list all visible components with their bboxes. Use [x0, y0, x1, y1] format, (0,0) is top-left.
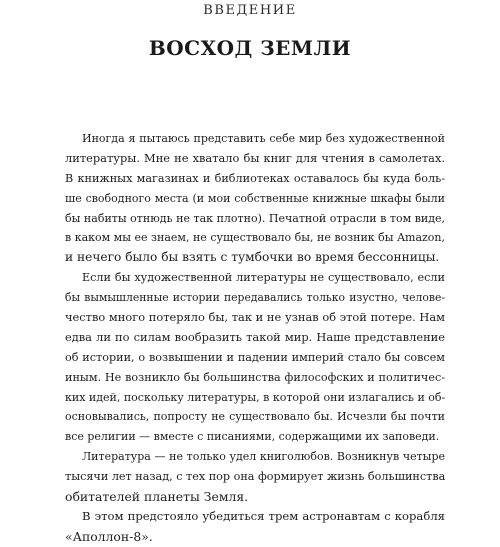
text-line: «Аполлон-8».	[65, 528, 153, 544]
text-line: и нечего было бы взять с тумбочки во время бессонницы.	[65, 250, 440, 265]
text-line: едва ли по силам вообразить такой мир. Наше представление	[65, 329, 445, 344]
text-line: Иногда я пытаюсь представить себе мир без художественной	[82, 132, 445, 145]
text-line: все религии — вместе с писаниями, содержащими их заповеди.	[65, 430, 440, 444]
text-line: литературы. Мне не хватало бы книг для чтения в самолетах.	[65, 150, 445, 165]
text-line: В этом предстояло убедиться трем астронавтам с корабля	[82, 508, 445, 523]
text-line: об истории, о возвышении и падении империй стало бы совсем	[65, 350, 445, 364]
body-text	[65, 129, 445, 547]
paragraph	[65, 507, 445, 547]
text-line: ше свободного места (и мои собственные книжные шкафы были	[65, 191, 445, 205]
text-line: иным. Не возникло бы большинства философских и политичес-	[65, 370, 445, 384]
running-head: ВВЕДЕНИЕ	[203, 3, 297, 18]
chapter-title: ВОСХОД ЗЕМЛИ	[148, 36, 352, 60]
text-line: ких идей, поскольку литературы, в которой они излагались и об-	[65, 390, 445, 404]
text-line: в каком мы ее знаем, не существовало бы, не возник бы Amazon,	[65, 231, 445, 245]
text-line: обитателей планеты Земля.	[65, 489, 249, 505]
text-line: основывались, попросту не существовало бы. Исчезли бы почти	[65, 410, 445, 424]
text-line: Если бы художественной литературы не существовало, если	[82, 271, 445, 285]
text-line: Литература — не только удел книголюбов. Возникнув четыре	[82, 450, 445, 464]
text-line: тысячи лет назад, с тех пор она формирует жизнь большинства	[65, 470, 445, 484]
text-line: бы набиты отнюдь не так плотно). Печатной отрасли в том виде,	[65, 211, 445, 225]
paragraph	[65, 268, 445, 447]
paragraph	[65, 447, 445, 507]
text-line: бы вымышленные истории передавались только изустно, челове-	[65, 291, 445, 305]
text-line: В книжных магазинах и библиотеках оставалось бы куда боль-	[65, 171, 445, 185]
text-line: чество много потеряло бы, так и не узнав об этой потере. Нам	[65, 310, 445, 325]
paragraph	[65, 129, 445, 268]
